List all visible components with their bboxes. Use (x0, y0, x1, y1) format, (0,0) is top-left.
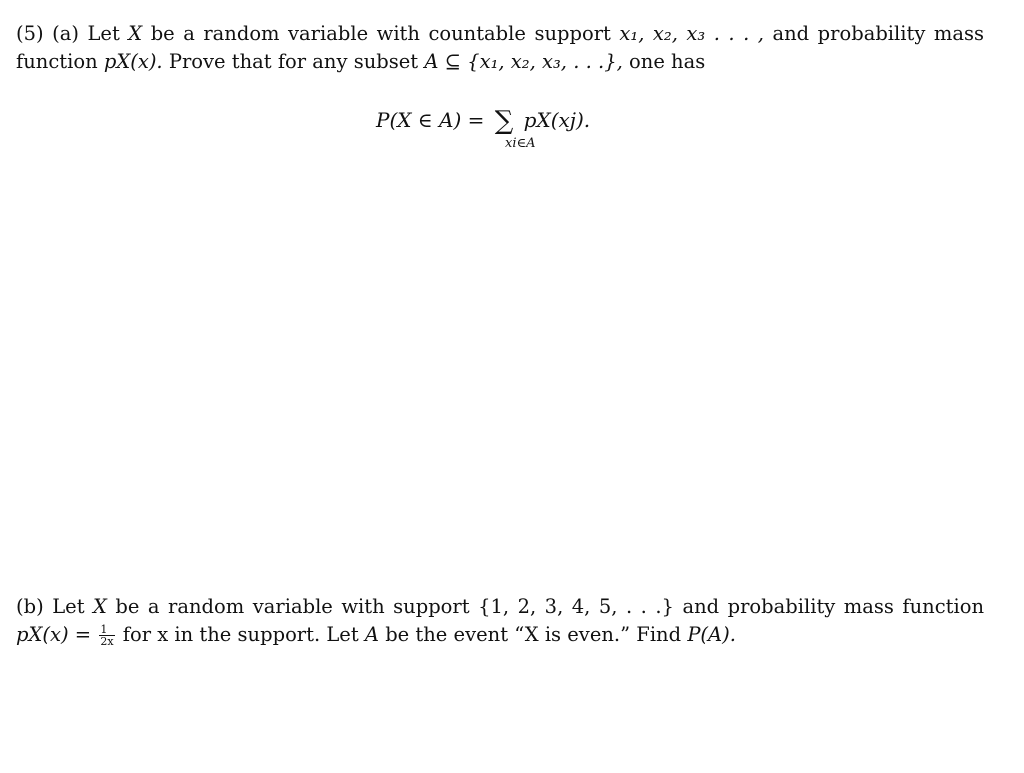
summation-index: xi∈A (505, 136, 536, 151)
part-b-var-x: X (93, 595, 107, 618)
part-a-text-2: be a random variable with countable support (150, 22, 611, 45)
fraction-numerator: 1 (99, 624, 114, 636)
part-b-text-4: for x in the support. Let (122, 623, 359, 646)
part-a-pmf: pX(x). (103, 50, 163, 73)
part-b-label: (b) (16, 595, 44, 618)
fraction-denominator: 2x (100, 635, 114, 648)
part-a-text-3: and probability mass function (16, 22, 984, 73)
pmf-fraction (99, 624, 114, 647)
part-a-var-x: X (128, 22, 143, 45)
part-b-text-2: be a random variable with support (115, 595, 470, 618)
equation-lhs: P(X ∈ A) = (376, 108, 485, 132)
part-a-support: x₁, x₂, x₃ . . . , (619, 22, 764, 45)
part-a-text-4: Prove that for any subset (168, 50, 419, 73)
equation-rhs: pX(xj). (523, 108, 591, 132)
part-b-text-5: be the event “X is even.” Find (385, 623, 682, 646)
part-a-text-5: one has (629, 50, 706, 73)
part-b-var-a: A (364, 623, 379, 646)
part-a-subset: A ⊆ {x₁, x₂, x₃, . . .}, (424, 50, 623, 73)
equation-row (376, 104, 590, 134)
part-b-text-3: and probability mass function (682, 595, 985, 618)
part-a-text-1: Let (87, 22, 120, 45)
problem-part-b (16, 593, 984, 649)
part-b-support: {1, 2, 3, 4, 5, . . .} (478, 595, 674, 618)
problem-part-a (16, 20, 984, 76)
part-b-answer: P(A). (687, 623, 736, 646)
part-b-pmf-lhs: pX(x) = (16, 623, 92, 646)
part-a-label: (5) (a) (16, 22, 79, 45)
part-b-text-1: Let (52, 595, 85, 618)
summation-sign: ∑ (494, 106, 514, 136)
display-equation (0, 100, 1024, 160)
